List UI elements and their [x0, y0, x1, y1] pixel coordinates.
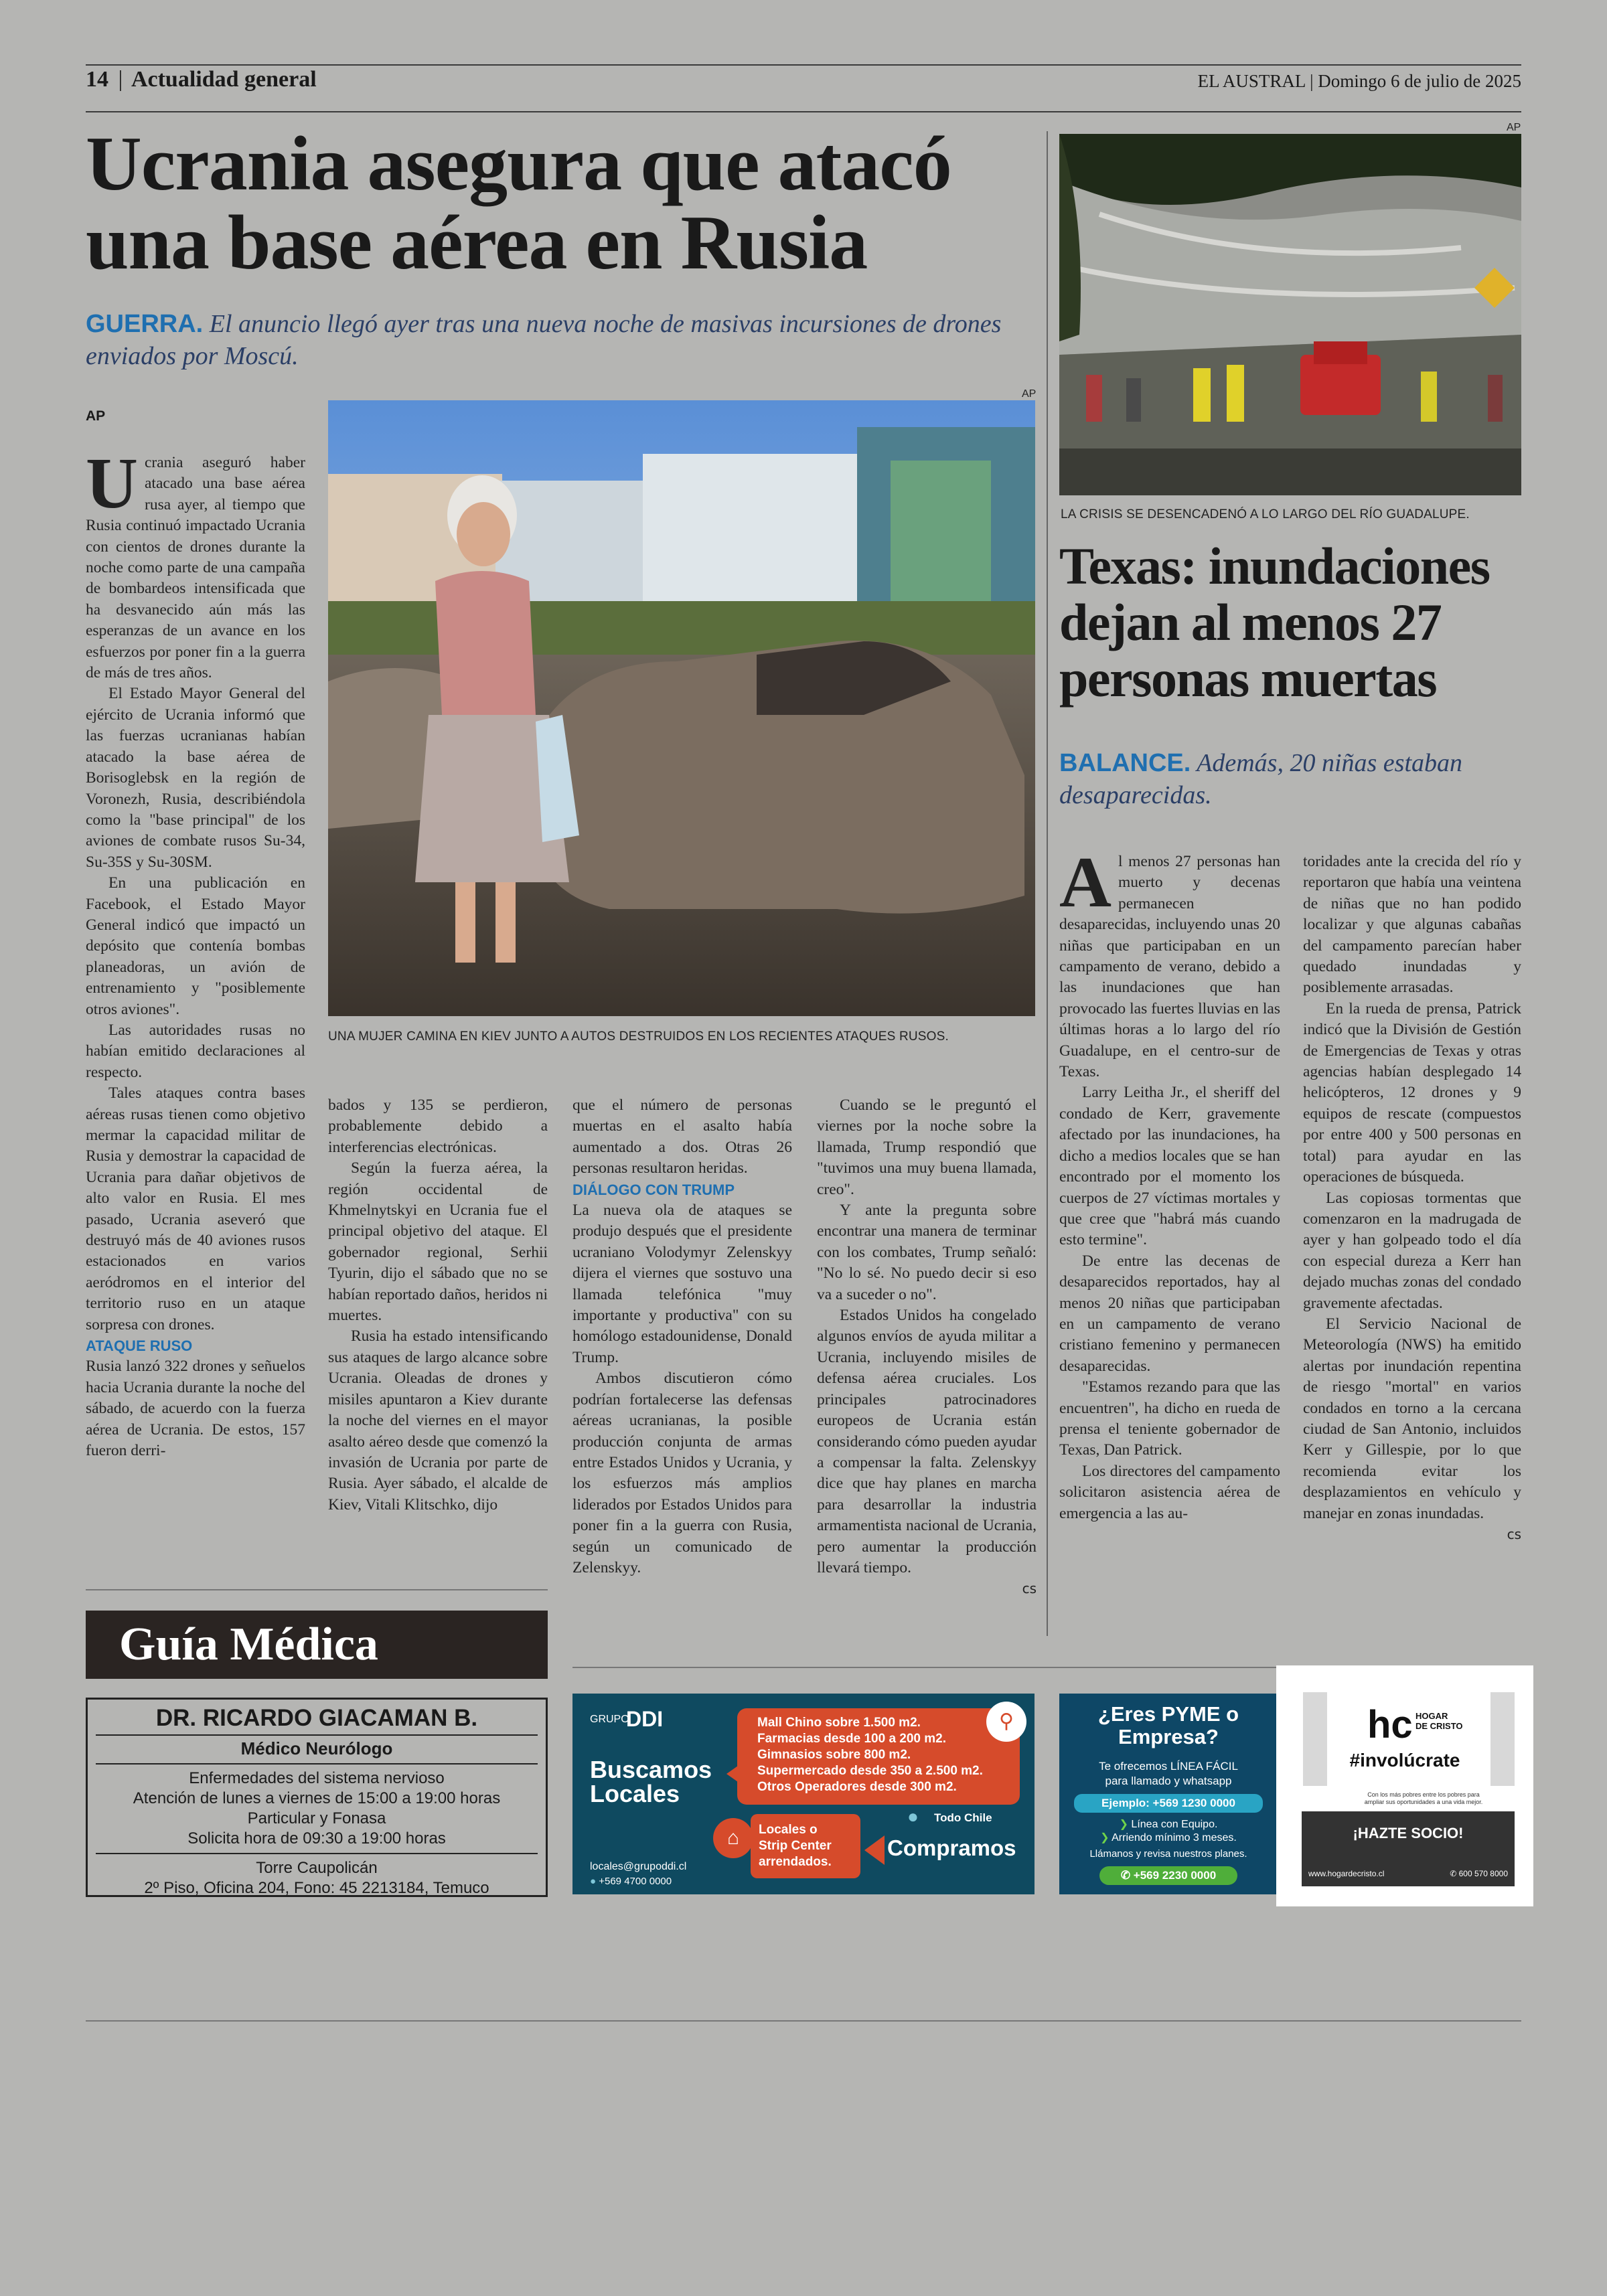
doctor-line2: Atención de lunes a viernes de 15:00 a 19:00 horas — [133, 1789, 501, 1807]
pyme-offer: Te ofrecemos LÍNEA FÁCIL para llamado y whatsapp — [1099, 1760, 1238, 1787]
main-section-dialogo: DIÁLOGO CON TRUMP — [572, 1181, 735, 1198]
main-end-mark: cs — [1022, 1580, 1037, 1597]
main-col2-p3: Rusia ha estado intensificando sus ataques de largo alcance sobre Ucrania. Oleadas de drones y misiles apuntaron a Kiev durante la noche del viernes en el mayor asalto aéreo desde que comenzó la invasión de Ucrania por parte de Rusia. Ayer sábado, el alcalde de Kiev, Vitali Klitschko, dijo — [328, 1327, 548, 1513]
texas-col1-p2: Larry Leitha Jr., el sheriff del condado de Kerr, gravemente afectado por las inundaciones, ha dicho a medios locales que se han encontrado por el momento los cuerpos de 27 víctimas mortales y que cree que "habrá más cuando esto termine". — [1059, 1084, 1280, 1249]
main-col3-p2: La nueva ola de ataques se produjo después que el presidente ucraniano Volodymyr Zelenskyy dijera el viernes que sostuvo una llamada telefónica "muy importante y productiva" con su homólogo estadounidense, Donald Trump. — [572, 1202, 792, 1366]
texas-subheading-text: Además, 20 niñas estaban desaparecidas. — [1059, 749, 1463, 809]
ads-top-rule — [572, 1667, 1279, 1668]
ddi-headline: Buscamos Locales — [590, 1756, 712, 1807]
hogar-ad[interactable] — [1276, 1665, 1533, 1906]
doctor-line4: Solicita hora de 09:30 a 19:00 horas — [187, 1829, 446, 1848]
main-col1 — [86, 444, 305, 1462]
ddi-list-item: Otros Operadores desde 300 m2. — [757, 1780, 957, 1794]
publication-name: EL AUSTRAL — [1197, 71, 1306, 91]
pyme-bullet1: ❯ Línea con Equipo. — [1119, 1819, 1218, 1830]
main-headline — [86, 121, 1023, 286]
texas-photo — [1059, 134, 1521, 495]
hogar-cta[interactable]: ¡HAZTE SOCIO! — [1353, 1825, 1464, 1841]
main-col1-p6: Rusia lanzó 322 drones y señuelos hacia Ucrania durante la noche del sábado, de acuerdo con la fuerza aérea de Ucrania. De estos, 157 fueron derri- — [86, 1358, 305, 1460]
map-pin-icon: ● — [907, 1806, 919, 1827]
main-col4-p2: Y ante la pregunta sobre encontrar una manera de terminar con los combates, Trump señaló: "No lo sé. No puedo decir si eso va a suceder o no". — [817, 1202, 1037, 1303]
ddi-list-item: Farmacias desde 100 a 200 m2. — [757, 1732, 947, 1746]
main-col2-p2: Según la fuerza aérea, la región occidental de Khmelnytskyi en Ucrania fue el principal objetivo del ataque. El gobernador regional, Serhii Tyurin, dijo el sábado que no se habían reportado daños, heridos ni muertes. — [328, 1159, 548, 1325]
guia-medica-banner — [86, 1611, 548, 1679]
page-bottom-rule — [86, 2020, 1521, 2022]
ddi-brand-small: GRUPO — [590, 1714, 629, 1725]
hogar-text: Con los más pobres entre los pobres para ampliar sus oportunidades a una vida mejor. — [1364, 1791, 1483, 1805]
doctor-line1: Enfermedades del sistema nervioso — [189, 1769, 445, 1787]
location-pin-icon: ⚲ — [986, 1702, 1026, 1742]
section-name: Actualidad general — [131, 67, 317, 92]
ddi-ad[interactable] — [572, 1694, 1035, 1894]
main-dropcap: U — [86, 444, 138, 523]
ddi-region: Todo Chile — [934, 1811, 992, 1824]
pyme-bullet2: ❯ Arriendo mínimo 3 meses. — [1100, 1832, 1237, 1843]
main-section-ataque: ATAQUE RUSO — [86, 1337, 193, 1355]
texas-col2-p1: toridades ante la crecida del río y reportaron que había una veintena de niñas que no han podido localizar y que algunas cabañas del campamento parecían haber quedado inundadas y posiblemente arrasadas. — [1303, 853, 1521, 997]
main-byline: AP — [86, 408, 106, 424]
hogar-cta-block — [1302, 1811, 1515, 1886]
texas-col1-p5: Los directores del campamento solicitaron asistencia aérea de emergencia a las au- — [1059, 1462, 1280, 1522]
main-col3 — [572, 1095, 792, 1578]
page-header-left: 14 | Actualidad general — [86, 67, 317, 92]
pyme-ad[interactable] — [1059, 1694, 1278, 1894]
texas-dropcap: A — [1059, 843, 1112, 922]
texas-col2 — [1303, 851, 1521, 1545]
main-col1-p1: Ucrania aseguró haber atacado una base aérea rusa ayer, al tiempo que Rusia continuó impactado Ucrania con cientos de drones durante la noche como parte de una campaña de bombardeos intensificada que ha desvanecido aún más las esperanzas de un avance en los esfuerzos por poner fin a la guerra de más de tres años. — [86, 444, 305, 682]
issue-date: Domingo 6 de julio de 2025 — [1318, 71, 1521, 91]
doctor-ad — [86, 1698, 548, 1897]
guia-top-rule — [86, 1589, 548, 1590]
main-subheading — [86, 308, 1037, 372]
main-col4 — [817, 1095, 1037, 1600]
main-headline-line1: Ucrania asegura que atacó — [86, 121, 951, 207]
texas-col1-p4: "Estamos rezando para que las encuentren", ha dicho en rueda de prensa el teniente gobernador de Texas, Dan Patrick. — [1059, 1378, 1280, 1459]
texas-col2-p3: Las copiosas tormentas que comenzaron en la madrugada de ayer y han golpeado todo el día con especial dureza a Kerr han dejado muchas zonas del condado gravemente afectadas. — [1303, 1189, 1521, 1312]
header-top-rule — [86, 64, 1521, 66]
ddi-box-locales: Locales o Strip Center arrendados. — [751, 1814, 860, 1878]
texas-headline — [1059, 538, 1528, 707]
texas-headline-line3: personas muertas — [1059, 649, 1437, 708]
main-col4-p1: Cuando se le preguntó el viernes por la noche sobre la llamada, Trump respondió que "tuvimos una muy buena llamada, creo". — [817, 1096, 1037, 1198]
ddi-list-box — [737, 1708, 1020, 1805]
texas-col1 — [1059, 843, 1280, 1524]
main-col1-p5: Tales ataques contra bases aéreas rusas tienen como objetivo mermar la capacidad militar de Rusia y demostrar la capacidad de Ucrania para dañar objetivos de alto valor en Rusia. El mes pasado, Ucrania aseveró que destruyó más de 40 aviones rusos estacionados en varios aeródromos en el interior del territorio ruso en un ataque sorpresa con drones. — [86, 1084, 305, 1333]
page-number: 14 — [86, 67, 108, 92]
column-separator — [1047, 131, 1048, 1636]
ddi-list-item: Gimnasios sobre 800 m2. — [757, 1748, 911, 1762]
texas-photo-credit: AP — [1507, 122, 1521, 133]
texas-headline-line2: dejan al menos 27 — [1059, 593, 1442, 651]
guia-medica-title: Guía Médica — [119, 1619, 378, 1670]
phone-icon: ✆ — [1450, 1869, 1459, 1878]
ddi-brand: DDI — [626, 1707, 664, 1731]
kiev-photo — [328, 400, 1035, 1016]
hogar-phone: ✆ 600 570 8000 — [1450, 1869, 1508, 1878]
texas-col1-p3: De entre las decenas de desaparecidos reportados, hay al menos 20 niñas que participaban en un campamento de verano cristiano femenino y permanecen desaparecidas. — [1059, 1252, 1280, 1375]
hogar-deco-bar-left — [1303, 1692, 1327, 1786]
main-col4-p3: Estados Unidos ha congelado algunos envíos de ayuda militar a Ucrania, incluyendo misiles de defensa aérea cruciales. Los principales patrocinadores europeos de Ucrania están considerando cómo pueden ayudar a compensar la falta. Zelenskyy dice que hay planes en marcha para desarrollar la industria armamentista nacional de Ucrania, pero aumentar la producción llevará tiempo. — [817, 1307, 1037, 1576]
doctor-name: DR. RICARDO GIACAMAN B. — [155, 1705, 478, 1731]
main-kicker: GUERRA. — [86, 310, 204, 338]
texas-subheading — [1059, 747, 1515, 811]
main-col1-p2: El Estado Mayor General del ejército de Ucrania informó que las fuerzas ucranianas habían atacado la base aérea de Borisoglebsk en la región de Voronezh, Rusia, describiéndola como la "base principal" de los aviones de combate rusos Su-34, Su-35S y Su-30SM. — [86, 685, 305, 871]
texas-col2-p4: El Servicio Nacional de Meteorología (NWS) ha emitido alertas por inundación repentina de riesgo "mortal" en varios condados en torno a la cercana ciudad de San Antonio, incluidos Kerr y Gillespie, por lo que recomienda evitar los desplazamientos en vehículo y manejar en zonas inundadas. — [1303, 1315, 1521, 1522]
doctor-line5: Torre Caupolicán — [256, 1859, 378, 1877]
texas-photo-caption: LA CRISIS SE DESENCADENÓ A LO LARGO DEL RÍO GUADALUPE. — [1061, 507, 1470, 521]
texas-kicker: BALANCE. — [1059, 749, 1191, 777]
hogar-logo-icon: hc — [1367, 1703, 1413, 1746]
hogar-hashtag: #involúcrate — [1349, 1750, 1460, 1771]
texas-col2-p2: En la rueda de prensa, Patrick indicó que la División de Gestión de Emergencias de Texas y otras agencias habían desplegado 14 helicópteros, 12 drones y 9 equipos de rescate (compuestos por entre 400 y 500 personas en total) para ayudar en las operaciones de búsqueda. — [1303, 999, 1521, 1186]
main-col1-p4: Las autoridades rusas no habían emitido declaraciones al respecto. — [86, 1021, 305, 1081]
phone-icon: ✆ — [1120, 1869, 1134, 1882]
kiev-photo-caption: UNA MUJER CAMINA EN KIEV JUNTO A AUTOS DESTRUIDOS EN LOS RECIENTES ATAQUES RUSOS. — [328, 1030, 949, 1044]
ddi-list-item: Mall Chino sobre 1.500 m2. — [757, 1716, 921, 1730]
texas-headline-line1: Texas: inundaciones — [1059, 537, 1490, 595]
texas-col1-p1: Al menos 27 personas han muerto y decenas permanecen desaparecidas, incluyendo unas 20 niñas que participaban en un campamento de verano, debido a las inundaciones que han provocado las fuertes lluvias en las últimas horas a lo largo del río Guadalupe, en el centro-sur de Texas. — [1059, 843, 1280, 1081]
main-col2 — [328, 1095, 548, 1515]
main-subheading-text: El anuncio llegó ayer tras una nueva noche de masivas incursiones de drones enviados por Moscú. — [86, 310, 1002, 370]
pyme-example: Ejemplo: +569 1230 0000 — [1074, 1794, 1263, 1813]
main-col1-p3: En una publicación en Facebook, el Estado Mayor General indicó que impactó un depósito que contenía bombas planeadoras, un avión de entrenamiento y "posiblemente otros aviones". — [86, 874, 305, 1018]
pyme-contact: Llámanos y revisa nuestros planes. — [1089, 1848, 1247, 1860]
ddi-list-item: Supermercado desde 350 a 2.500 m2. — [757, 1764, 983, 1778]
kiev-photo-credit: AP — [1022, 388, 1037, 400]
header-bottom-rule — [86, 111, 1521, 112]
hogar-url[interactable]: www.hogardecristo.cl — [1308, 1869, 1385, 1878]
texas-end-mark: cs — [1507, 1526, 1521, 1542]
hogar-deco-bar-right — [1490, 1692, 1515, 1786]
main-col3-p1: que el número de personas muertas en el asalto había aumentado a dos. Otras 26 personas resultaron heridas. — [572, 1096, 792, 1177]
ddi-phone: ● +569 4700 0000 — [590, 1876, 672, 1887]
store-icon: ⌂ — [713, 1818, 753, 1858]
ddi-email: locales@grupoddi.cl — [590, 1861, 687, 1872]
page-header-right: EL AUSTRAL | Domingo 6 de julio de 2025 — [1197, 71, 1521, 91]
doctor-line6: 2º Piso, Oficina 204, Fono: 45 2213184, Temuco — [144, 1879, 489, 1897]
pyme-title: ¿Eres PYME o Empresa? — [1097, 1702, 1239, 1748]
kiev-photo-image — [328, 400, 1035, 1016]
ddi-cta: Compramos — [887, 1835, 1016, 1860]
pyme-phone-button[interactable]: ✆ +569 2230 0000 — [1099, 1866, 1237, 1885]
texas-photo-image — [1059, 134, 1521, 495]
hogar-logo-text: HOGAR DE CRISTO — [1415, 1711, 1463, 1731]
doctor-line3: Particular y Fonasa — [247, 1809, 386, 1827]
main-col3-p3: Ambos discutieron cómo podrían fortalecerse las defensas aéreas ucranianas, la posible producción conjunta de armas entre Estados Unidos y Ucrania, y los esfuerzos más amplios liderados por Estados Unidos para poner fin a la guerra con Rusia, según un comunicado de Zelenskyy. — [572, 1370, 792, 1576]
main-col2-p1: bados y 135 se perdieron, probablemente debido a interferencias electrónicas. — [328, 1096, 548, 1156]
main-headline-line2: una base aérea en Rusia — [86, 200, 868, 286]
ddi-arrow-left-2 — [864, 1835, 885, 1865]
doctor-specialty: Médico Neurólogo — [240, 1738, 393, 1758]
